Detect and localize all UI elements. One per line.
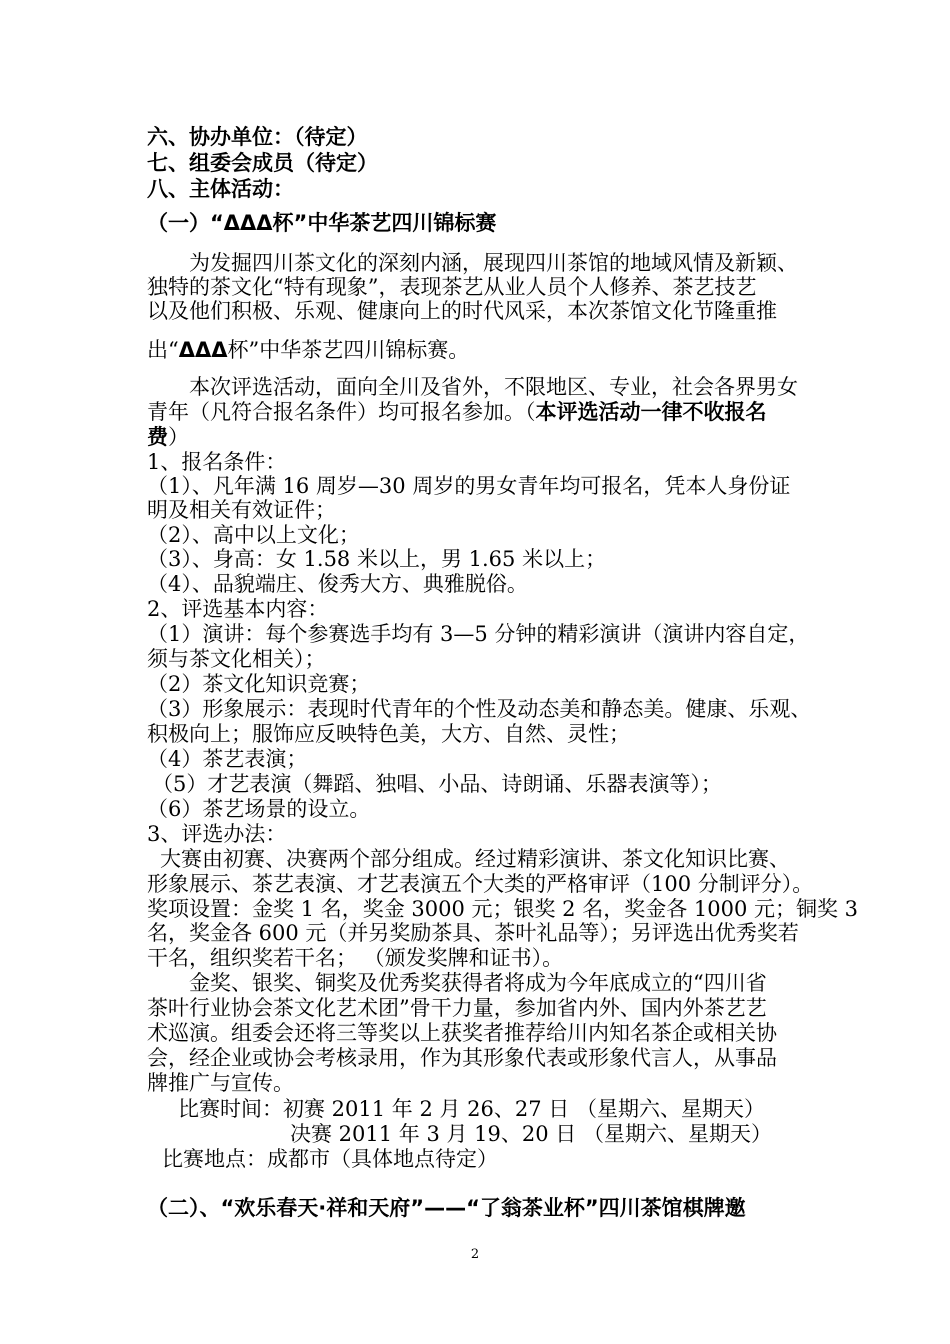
condition-line-4: （3）、身高：女 1.58 米以上，男 1.65 米以上； — [147, 547, 607, 571]
intro-line-2: 独特的茶文化“特有现象”，表现茶艺从业人员个人修养、茶艺技艺 — [147, 275, 757, 299]
method-line-1: 大赛由初赛、决赛两个部分组成。经过精彩演讲、茶文化知识比赛、 — [160, 847, 790, 871]
award-line-4: 会，经企业或协会考核录用，作为其形象代表或形象代言人，从事品 — [147, 1046, 777, 1070]
intro-line-4 — [147, 337, 469, 363]
method-line-2: 形象展示、茶艺表演、才艺表演五个大类的严格审评（100 分制评分）。 — [147, 872, 814, 896]
heading-co-organizer: 六、协办单位：（待定） — [147, 125, 368, 149]
award-line-1: 金奖、银奖、铜奖及优秀奖获得者将成为今年底成立的“四川省 — [189, 971, 767, 995]
content-line-6: （4）茶艺表演； — [147, 747, 308, 771]
heading-committee: 七、组委会成员（待定） — [147, 151, 378, 175]
intro-end-a: 出“ — [147, 338, 179, 362]
condition-line-3: （2）、高中以上文化； — [147, 523, 360, 547]
intro-end-c: 杯”中华茶艺四川锦标赛。 — [227, 338, 470, 362]
award-line-2: 茶叶行业协会茶文化艺术团”骨干力量，参加省内外、国内外茶艺艺 — [147, 996, 767, 1020]
content-line-3: （2）茶文化知识竞赛； — [147, 672, 371, 696]
scope-line-1: 本次评选活动，面向全川及省外，不限地区、专业，社会各界男女 — [189, 375, 798, 399]
venue: 比赛地点：成都市（具体地点待定） — [162, 1147, 498, 1171]
content-line-4: （3）形象展示：表现时代青年的个性及动态美和静态美。健康、乐观、 — [147, 697, 812, 721]
scope-line-3 — [147, 424, 189, 450]
conditions-title: 1、报名条件： — [147, 450, 287, 474]
intro-line-3: 以及他们积极、乐观、健康向上的时代风采，本次茶馆文化节隆重推 — [147, 299, 777, 323]
scope-line-3-bold: 费 — [147, 425, 168, 449]
heading-main-activities: 八、主体活动： — [147, 177, 294, 201]
schedule-preliminary: 比赛时间：初赛 2011 年 2 月 26、27 日 （星期六、星期天） — [178, 1097, 765, 1121]
scope-line-2-normal: 青年（凡符合报名条件）均可报名参加。（ — [147, 400, 536, 424]
intro-line-1: 为发掘四川茶文化的深刻内涵，展现四川茶馆的地域风情及新颖、 — [189, 251, 798, 275]
content-line-5: 积极向上；服饰应反映特色美，大方、自然、灵性； — [147, 722, 630, 746]
section2-title: （二）、“欢乐春天·祥和天府”——“了翁茶业杯”四川茶馆棋牌邀 — [147, 1196, 746, 1220]
method-line-4: 名，奖金各 600 元（并另奖励茶具、茶叶礼品等）；另评选出优秀奖若 — [147, 921, 799, 945]
scope-line-2 — [147, 399, 767, 425]
scope-line-3-normal: ） — [168, 425, 189, 449]
award-line-5: 牌推广与宣传。 — [147, 1071, 294, 1095]
award-line-3: 术巡演。组委会还将三等奖以上获奖者推荐给川内知名茶企或相关协 — [147, 1021, 777, 1045]
page-number: 2 — [470, 1247, 480, 1262]
method-line-3: 奖项设置：金奖 1 名，奖金 3000 元；银奖 2 名，奖金各 1000 元；铜奖 3 — [147, 897, 859, 921]
condition-line-2: 明及相关有效证件； — [147, 498, 336, 522]
content-line-8: （6）茶艺场景的设立。 — [147, 797, 371, 821]
cup-name-mark: ΔΔΔ — [178, 338, 228, 362]
condition-line-5: （4）、品貌端庄、俊秀大方、典雅脱俗。 — [147, 572, 528, 596]
condition-line-1: （1）、凡年满 16 周岁—30 周岁的男女青年均可报名，凭本人身份证 — [147, 474, 791, 498]
content-line-1: （1）演讲：每个参赛选手均有 3—5 分钟的精彩演讲（演讲内容自定， — [147, 622, 810, 646]
content-line-2: 须与茶文化相关）； — [147, 647, 326, 671]
section1-title: （一）“ΔΔΔ杯”中华茶艺四川锦标赛 — [147, 211, 497, 235]
scope-line-2-bold: 本评选活动一律不收报名 — [535, 400, 767, 424]
schedule-final: 决赛 2011 年 3 月 19、20 日 （星期六、星期天） — [290, 1122, 772, 1146]
content-line-7: （5）才艺表演（舞蹈、独唱、小品、诗朗诵、乐器表演等）； — [152, 772, 722, 796]
method-title: 3、评选办法： — [147, 822, 287, 846]
content-title: 2、评选基本内容： — [147, 597, 329, 621]
method-line-5: 干名，组织奖若干名； （颁发奖牌和证书）。 — [147, 946, 564, 970]
